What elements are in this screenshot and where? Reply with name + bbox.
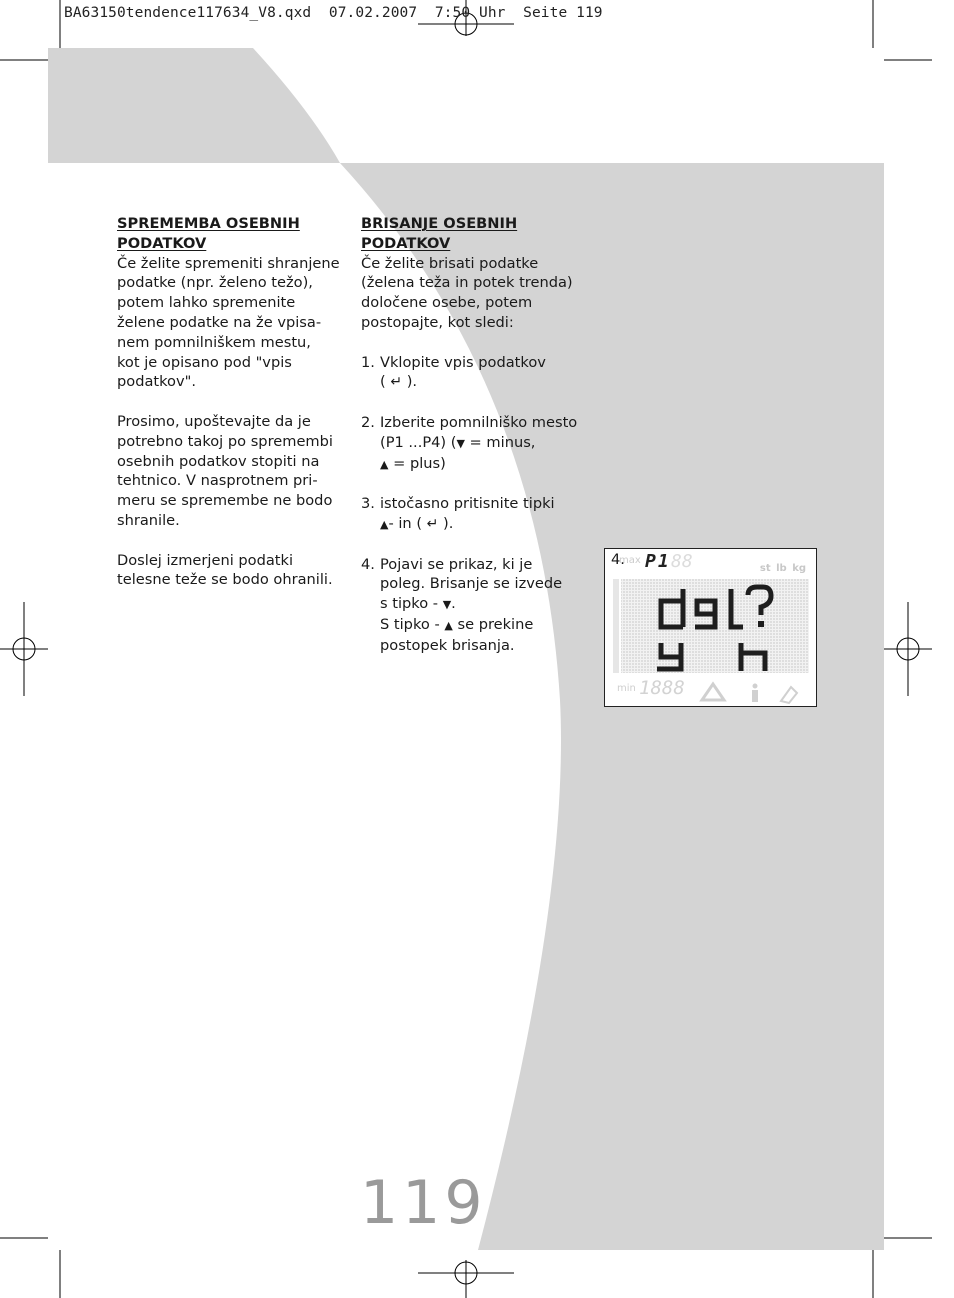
- step-1: [361, 353, 586, 394]
- text-line: tehtnico. V nasprotnem pri-: [117, 472, 318, 490]
- lcd-step-label: 4.: [611, 551, 625, 568]
- text-line: želene podatke na že vpisa-: [117, 313, 322, 331]
- lcd-display-illustration: [604, 548, 817, 707]
- text-span: .: [451, 595, 456, 613]
- text-line: postopek brisanja.: [380, 636, 515, 654]
- lcd-max-digits: 88: [671, 551, 693, 572]
- text-line: Izberite pomnilniško mesto: [380, 413, 578, 431]
- up-arrow-icon: ▲: [380, 517, 389, 531]
- text-span: S tipko -: [380, 615, 445, 633]
- text-line: Če želite brisati podatke: [361, 254, 539, 272]
- section-heading-line2: PODATKOV: [117, 234, 207, 252]
- page-number: 119: [360, 1168, 487, 1238]
- paragraph-intro: [361, 254, 586, 333]
- text-span: (P1 ...P4) (: [380, 433, 457, 451]
- text-line: Doslej izmerjeni podatki: [117, 551, 294, 569]
- text-line: potrebno takoj po spremembi: [117, 432, 333, 450]
- lcd-min-label: min: [617, 683, 636, 694]
- text-line: nem pomnilniškem mestu,: [117, 333, 311, 351]
- section-heading: BRISANJE OSEBNIH: [361, 215, 518, 232]
- enter-icon: ↵: [426, 515, 439, 532]
- down-arrow-icon: ▼: [456, 436, 465, 450]
- paragraph-note: [117, 412, 347, 531]
- text-line: Vklopite vpis podatkov: [380, 353, 546, 371]
- up-arrow-icon: ▲: [444, 618, 453, 632]
- lcd-warning-icon: [702, 684, 724, 700]
- enter-icon: ↵: [390, 374, 403, 391]
- text-line: poleg. Brisanje se izvede: [380, 575, 563, 593]
- step-number: 1.: [361, 353, 375, 371]
- lcd-min-digits: 1888: [639, 677, 685, 699]
- text-line: podatkov".: [117, 373, 196, 391]
- section-heading: SPREMEMBA OSEBNIH: [117, 215, 300, 232]
- lcd-profile: P1: [645, 551, 671, 572]
- lcd-hand-icon: [781, 687, 797, 703]
- text-span: - in (: [388, 514, 427, 532]
- left-column: [117, 214, 347, 590]
- text-line: shranile.: [117, 511, 180, 529]
- text-line: istočasno pritisnite tipki: [380, 495, 555, 513]
- text-line: (želena teža in potek trenda): [361, 274, 573, 292]
- text-span: = minus,: [464, 433, 536, 451]
- text-line: potem lahko spremenite: [117, 294, 296, 312]
- text-line: osebnih podatkov stopiti na: [117, 452, 320, 470]
- text-line: Prosimo, upoštevajte da je: [117, 412, 311, 430]
- lcd-max-label: max: [619, 555, 641, 566]
- section-heading-line2: PODATKOV: [361, 234, 451, 252]
- text-span: ).: [402, 373, 418, 391]
- text-line: kot je opisano pod "vpis: [117, 353, 292, 371]
- step-number: 4.: [361, 555, 375, 573]
- step-3: [361, 494, 586, 535]
- text-line: podatke (npr. želeno težo),: [117, 274, 313, 292]
- right-column: [361, 214, 586, 656]
- print-slug: BA63150tendence117634_V8.qxd 07.02.2007 7:50 Uhr Seite 119: [64, 5, 603, 21]
- down-arrow-icon: ▼: [442, 598, 452, 612]
- text-line: določene osebe, potem: [361, 294, 533, 312]
- text-line: Če želite spremeniti shranjene: [117, 254, 340, 272]
- paragraph-change-data: [117, 254, 347, 393]
- text-span: = plus): [388, 454, 446, 472]
- lcd-units: st lb kg: [759, 563, 806, 574]
- text-line: telesne teže se bodo ohranili.: [117, 571, 333, 589]
- text-span: s tipko -: [380, 595, 443, 613]
- lcd-person-icon: [752, 684, 758, 703]
- text-span: ).: [438, 514, 454, 532]
- up-arrow-icon: ▲: [380, 457, 389, 471]
- step-2: [361, 413, 586, 474]
- text-line: postopajte, kot sledi:: [361, 313, 514, 331]
- text-span: (: [380, 373, 391, 391]
- step-number: 3.: [361, 495, 375, 513]
- paragraph-retained: [117, 551, 347, 591]
- step-number: 2.: [361, 413, 375, 431]
- step-4: [361, 555, 586, 656]
- text-line: meru se spremembe ne bodo: [117, 492, 333, 510]
- text-span: se prekine: [452, 615, 534, 633]
- text-line: Pojavi se prikaz, ki je: [380, 555, 533, 573]
